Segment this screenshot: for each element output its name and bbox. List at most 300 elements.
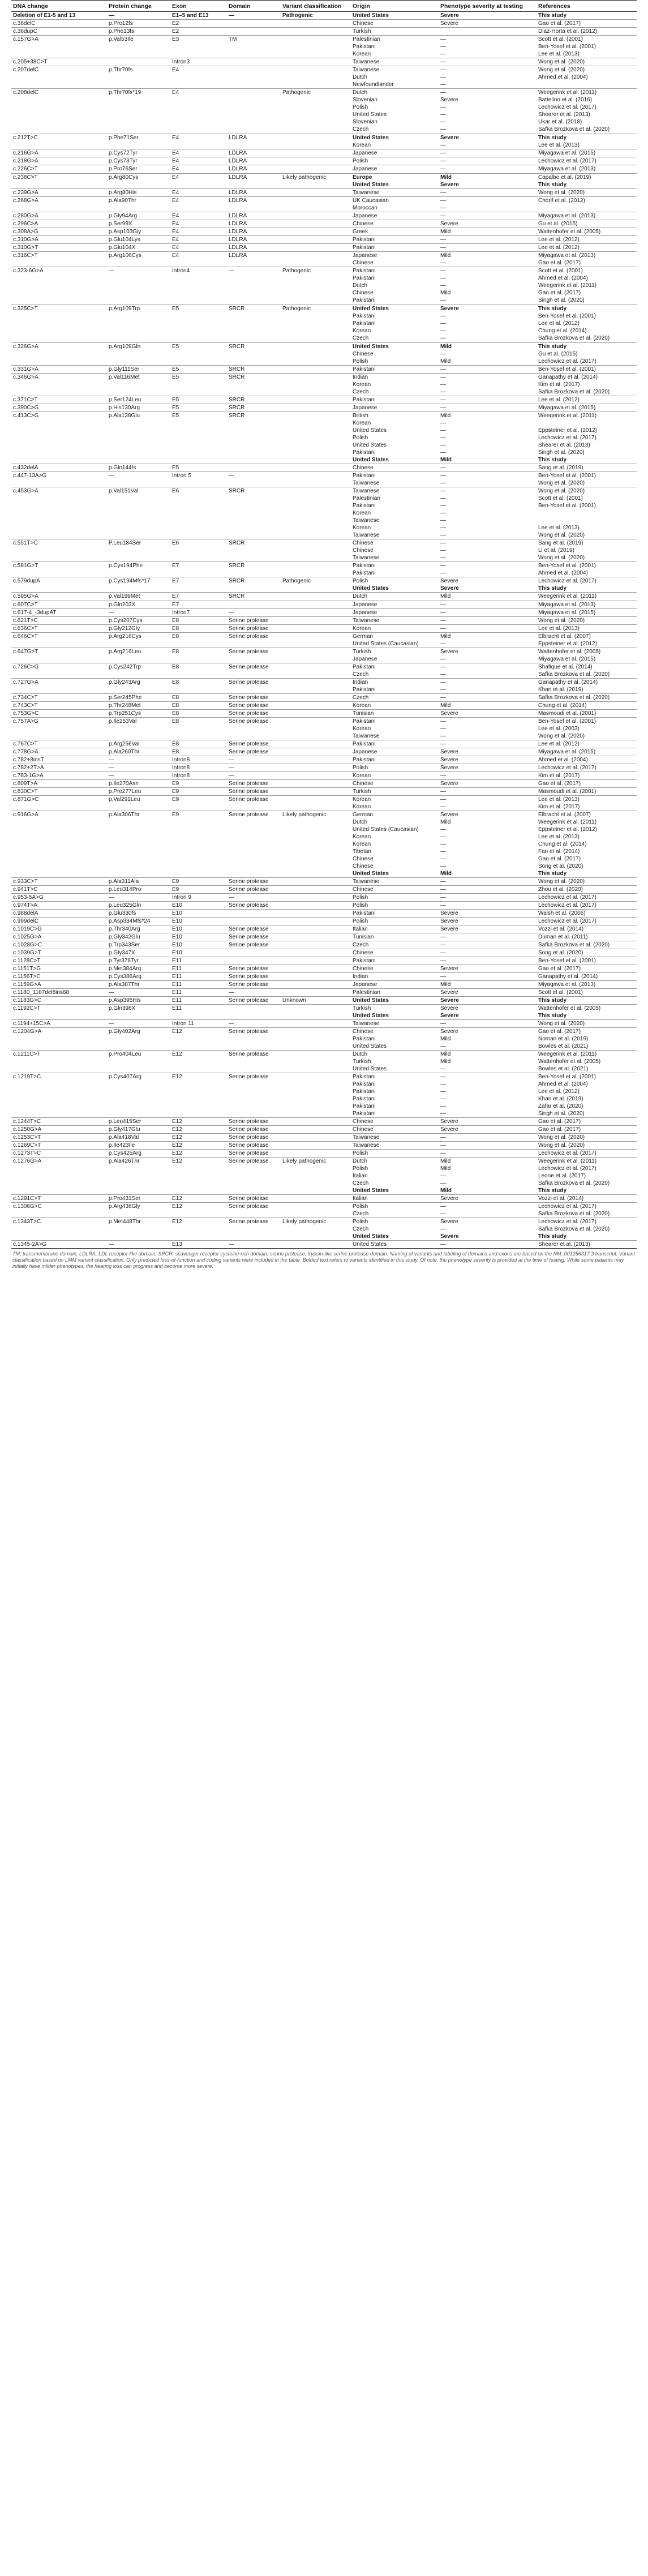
cell-exon <box>170 427 227 434</box>
table-row <box>11 1012 637 1020</box>
cell-reference: Safka Brozkova et al. (2020) <box>538 1211 610 1217</box>
cell-phenotype-severity: — <box>439 617 537 625</box>
cell-dna-change: c.753G>C <box>11 710 107 718</box>
cell-protein-change <box>107 104 170 111</box>
cell-origin: Pakistani <box>351 267 439 275</box>
cell-reference: Lechowicz et al. (2017) <box>537 1150 637 1158</box>
cell-domain: — <box>227 1241 281 1249</box>
table-row <box>11 1073 637 1081</box>
cell-exon <box>170 841 227 848</box>
cell-phenotype-severity: Severe <box>439 989 537 997</box>
cell-variant-classification <box>281 396 351 404</box>
cell-reference: Ahmed et al. (2004) <box>537 756 637 764</box>
cell-dna-change <box>11 449 107 456</box>
cell-reference: Vozzi et al. (2014) <box>537 925 637 933</box>
cell-phenotype-severity: — <box>440 495 446 502</box>
cell-protein-change <box>107 358 170 366</box>
cell-protein-change: p.Met384Arg <box>107 965 170 973</box>
cell-dna-change <box>11 126 107 133</box>
table-row <box>11 671 637 679</box>
cell-phenotype-severity: Mild <box>439 702 537 710</box>
cell-reference: Masmoudi et al. (2001) <box>537 710 637 718</box>
table-row <box>11 625 637 633</box>
cell-exon: E4 <box>170 189 227 197</box>
cell-domain: Serine protease <box>227 663 281 671</box>
cell-origin: Pakistani <box>353 449 376 456</box>
cell-phenotype-severity: Severe <box>439 710 537 718</box>
cell-exon: E9 <box>170 780 227 788</box>
cell-reference: Lee et al. (2003) <box>538 726 580 732</box>
cell-phenotype-severity: Severe <box>439 1195 537 1203</box>
cell-reference: Lechowicz et al. (2017) <box>537 577 637 585</box>
cell-variant-classification <box>281 111 351 118</box>
cell-dna-change <box>11 1225 107 1233</box>
cell-dna-change <box>11 554 107 562</box>
table-row <box>11 1035 637 1043</box>
cell-exon <box>170 297 227 304</box>
cell-dna-change <box>11 1187 107 1195</box>
cell-protein-change <box>107 1103 170 1110</box>
cell-exon <box>170 50 227 58</box>
table-row <box>11 442 637 449</box>
cell-reference: Sang et al. (2019) <box>537 464 637 472</box>
cell-reference: Ahmed et al. (2004) <box>538 570 588 576</box>
cell-variant-classification <box>281 449 351 456</box>
cell-origin: Newfoundlander <box>353 82 394 88</box>
cell-phenotype-severity: — <box>439 197 537 205</box>
cell-phenotype-severity: — <box>440 297 446 303</box>
cell-dna-change: c.1180_1187del8ins68 <box>11 989 107 997</box>
table-row <box>11 1126 637 1134</box>
cell-origin: Pakistani <box>353 1096 376 1102</box>
cell-domain: Serine protease <box>227 1142 281 1150</box>
cell-reference: Wong et al. (2020) <box>537 1134 637 1142</box>
cell-variant-classification <box>281 1118 351 1126</box>
cell-variant-classification <box>281 157 351 165</box>
cell-reference: Lee et al. (2012) <box>537 396 637 404</box>
cell-dna-change: c.413C>G <box>11 412 107 420</box>
cell-phenotype-severity: — <box>440 641 446 647</box>
cell-dna-change: c.830C>T <box>11 788 107 796</box>
cell-domain <box>227 312 281 320</box>
cell-exon <box>170 655 227 663</box>
cell-origin: Chinese <box>353 863 374 869</box>
cell-origin: United States <box>353 1066 387 1072</box>
cell-domain <box>227 335 281 342</box>
cell-protein-change <box>107 870 170 878</box>
cell-phenotype-severity: Severe <box>439 1218 537 1226</box>
cell-dna-change <box>11 509 107 517</box>
cell-variant-classification <box>281 886 351 894</box>
cell-dna-change: c.296C>A <box>11 220 107 228</box>
cell-variant-classification <box>281 228 351 236</box>
cell-exon <box>170 502 227 509</box>
cell-dna-change <box>11 1043 107 1051</box>
cell-protein-change <box>107 569 170 577</box>
cell-protein-change <box>107 1172 170 1180</box>
cell-domain: SRCR <box>227 343 281 351</box>
cell-domain <box>227 585 281 593</box>
cell-variant-classification <box>281 1035 351 1043</box>
cell-domain: Serine protease <box>227 886 281 894</box>
cell-protein-change: p.Tyr376Tyr <box>107 957 170 965</box>
table-row <box>11 740 637 748</box>
cell-origin: Pakistani <box>353 44 376 50</box>
cell-reference: Scott et al. (2001) <box>537 989 637 997</box>
table-row <box>11 350 637 358</box>
cell-protein-change <box>107 335 170 342</box>
cell-dna-change <box>11 74 107 81</box>
cell-protein-change <box>107 686 170 694</box>
cell-protein-change: p.His130Arg <box>107 404 170 412</box>
cell-variant-classification <box>281 833 351 841</box>
cell-variant-classification <box>281 1172 351 1180</box>
cell-protein-change <box>107 282 170 289</box>
cell-domain: Serine protease <box>227 941 281 949</box>
table-row <box>11 1134 637 1142</box>
cell-variant-classification <box>281 134 351 142</box>
cell-protein-change: p.Ser99X <box>107 220 170 228</box>
cell-phenotype-severity: — <box>439 1020 537 1028</box>
table-row <box>11 878 637 886</box>
cell-origin: United States (Caucasian) <box>353 826 419 833</box>
cell-reference: Safka Brozkova et al. (2020) <box>538 389 610 395</box>
cell-domain <box>227 118 281 126</box>
cell-origin: United States <box>353 427 387 434</box>
cell-exon: Intron8 <box>170 756 227 764</box>
table-row <box>11 772 637 780</box>
cell-dna-change <box>11 863 107 870</box>
cell-reference: Wong et al. (2020) <box>538 733 585 739</box>
cell-variant-classification <box>281 539 351 547</box>
cell-domain <box>227 43 281 50</box>
cell-phenotype-severity: — <box>439 89 537 97</box>
cell-variant-classification <box>281 910 351 918</box>
table-row <box>11 748 637 756</box>
table-row <box>11 275 637 282</box>
cell-dna-change <box>11 671 107 679</box>
cell-reference: Zhou et al. (2020) <box>537 886 637 894</box>
cell-domain: Serine protease <box>227 811 281 819</box>
cell-origin: Japanese <box>351 252 439 260</box>
cell-protein-change <box>107 725 170 732</box>
cell-domain: Serine protease <box>227 710 281 718</box>
table-row <box>11 1203 637 1211</box>
cell-origin: Korean <box>353 420 371 426</box>
cell-variant-classification <box>281 1165 351 1172</box>
cell-phenotype-severity: Mild <box>439 343 537 351</box>
cell-exon <box>170 81 227 89</box>
cell-protein-change <box>107 1180 170 1187</box>
cell-phenotype-severity: — <box>439 679 537 687</box>
cell-exon <box>170 848 227 855</box>
cell-dna-change <box>11 517 107 524</box>
table-row <box>11 1118 637 1126</box>
cell-variant-classification <box>281 532 351 539</box>
cell-origin: Czech <box>353 671 369 678</box>
cell-exon: E4 <box>170 149 227 157</box>
cell-protein-change <box>107 1081 170 1088</box>
cell-exon <box>170 419 227 427</box>
cell-dna-change: c.1151T>G <box>11 965 107 973</box>
cell-protein-change <box>107 297 170 304</box>
cell-exon: E12 <box>170 1218 227 1226</box>
cell-exon: E12 <box>170 1195 227 1203</box>
cell-protein-change <box>107 1210 170 1218</box>
cell-protein-change: p.Ala418Val <box>107 1134 170 1142</box>
cell-protein-change: p.Gln398X <box>107 1005 170 1013</box>
cell-protein-change: p.Arg109Trp <box>107 305 170 313</box>
cell-variant-classification <box>281 165 351 173</box>
cell-protein-change: p.Arg109Gln <box>107 343 170 351</box>
cell-dna-change <box>11 335 107 342</box>
cell-phenotype-severity: Severe <box>439 780 537 788</box>
cell-phenotype-severity: — <box>440 328 446 334</box>
cell-exon: E4 <box>170 244 227 252</box>
cell-domain <box>227 449 281 456</box>
cell-dna-change: c.974T>A <box>11 902 107 910</box>
table-row <box>11 212 637 220</box>
cell-protein-change: p.Pro12fs <box>107 20 170 28</box>
cell-domain <box>227 350 281 358</box>
cell-dna-change: c.238C>T <box>11 174 107 182</box>
cell-dna-change: c.1204G>A <box>11 1028 107 1036</box>
cell-phenotype-severity: — <box>440 420 446 426</box>
cell-protein-change <box>107 111 170 118</box>
cell-domain: Serine protease <box>227 933 281 941</box>
cell-reference <box>537 517 637 524</box>
cell-domain: Serine protease <box>227 796 281 804</box>
cell-phenotype-severity: — <box>439 1073 537 1081</box>
cell-phenotype-severity: — <box>440 282 446 289</box>
cell-exon <box>170 495 227 502</box>
cell-exon <box>170 259 227 267</box>
cell-exon <box>170 350 227 358</box>
cell-phenotype-severity: — <box>440 848 446 855</box>
cell-phenotype-severity: — <box>439 625 537 633</box>
cell-origin: Czech <box>353 389 369 395</box>
cell-origin: Korean <box>353 841 371 847</box>
cell-dna-change: Deletion of E1-5 and 13 <box>11 12 107 20</box>
cell-protein-change: p.Gln144fs <box>107 464 170 472</box>
cell-phenotype-severity: Mild <box>440 871 452 877</box>
cell-origin: Taiwanese <box>351 878 439 886</box>
cell-reference: Weegerink et al. (2011) <box>537 593 637 601</box>
table-row <box>11 764 637 772</box>
cell-domain <box>227 320 281 327</box>
cell-origin: United States (Caucasian) <box>353 641 419 647</box>
cell-domain: LDLRA <box>227 157 281 165</box>
cell-variant-classification <box>281 381 351 388</box>
cell-variant-classification <box>281 412 351 420</box>
table-row <box>11 933 637 941</box>
cell-reference: This study <box>538 585 567 592</box>
cell-exon <box>170 118 227 126</box>
cell-domain: LDLRA <box>227 165 281 173</box>
cell-dna-change: c.871G>C <box>11 796 107 804</box>
cell-phenotype-severity: — <box>440 1226 446 1232</box>
cell-domain: Serine protease <box>227 748 281 756</box>
cell-protein-change <box>107 1225 170 1233</box>
cell-dna-change <box>11 1088 107 1095</box>
cell-phenotype-severity: Mild <box>439 1051 537 1058</box>
header-exon: Exon <box>170 1 227 12</box>
cell-reference: Bowles et al. (2021) <box>538 1043 589 1049</box>
cell-domain: Serine protease <box>227 740 281 748</box>
cell-phenotype-severity: Severe <box>440 97 458 103</box>
table-row <box>11 870 637 878</box>
cell-dna-change: c.239G>A <box>11 189 107 197</box>
table-row <box>11 244 637 252</box>
table-row <box>11 267 637 275</box>
cell-origin: Japanese <box>351 609 439 617</box>
cell-origin: Polish <box>351 1203 439 1211</box>
cell-origin: Chinese <box>351 1028 439 1036</box>
cell-domain: Serine protease <box>227 925 281 933</box>
cell-reference: Lee et al. (2012) <box>538 1088 580 1095</box>
cell-variant-classification <box>281 517 351 524</box>
cell-exon: E11 <box>170 973 227 981</box>
cell-protein-change: p.Trp343Ser <box>107 941 170 949</box>
cell-phenotype-severity: — <box>440 547 446 554</box>
cell-dna-change <box>11 1210 107 1218</box>
cell-phenotype-severity: — <box>440 863 446 869</box>
cell-origin: Japanese <box>351 981 439 989</box>
cell-origin: Taiwanese <box>351 66 439 74</box>
cell-protein-change: p.Ile253Val <box>107 718 170 726</box>
cell-phenotype-severity: Severe <box>439 1126 537 1134</box>
cell-protein-change: p.Val53Ile <box>107 36 170 44</box>
cell-exon <box>170 181 227 189</box>
cell-dna-change: c.316C>T <box>11 252 107 260</box>
cell-domain <box>227 957 281 965</box>
cell-reference: Miyagawa et al. (2015) <box>537 149 637 157</box>
cell-exon <box>170 1012 227 1020</box>
cell-dna-change: c.1159G>A <box>11 981 107 989</box>
cell-origin: Korean <box>353 804 371 810</box>
table-row <box>11 686 637 694</box>
table-row <box>11 655 637 663</box>
cell-phenotype-severity: — <box>440 142 446 148</box>
cell-dna-change: c.1291C>T <box>11 1195 107 1203</box>
cell-phenotype-severity: — <box>439 366 537 374</box>
cell-variant-classification <box>281 957 351 965</box>
cell-phenotype-severity: Severe <box>439 965 537 973</box>
cell-protein-change <box>107 1165 170 1172</box>
cell-reference: Lee et al. (2013) <box>537 625 637 633</box>
table-row <box>11 374 637 382</box>
cell-variant-classification <box>281 495 351 502</box>
table-row <box>11 796 637 804</box>
cell-dna-change: c.1244T>C <box>11 1118 107 1126</box>
cell-reference: Gao et al. (2017) <box>537 1118 637 1126</box>
cell-phenotype-severity: Mild <box>440 1188 452 1194</box>
table-row <box>11 925 637 933</box>
cell-phenotype-severity: — <box>439 189 537 197</box>
cell-protein-change: — <box>107 267 170 275</box>
cell-protein-change: p.Leu325Gln <box>107 902 170 910</box>
table-row <box>11 1233 637 1241</box>
cell-protein-change: p.Gln203X <box>107 601 170 609</box>
cell-variant-classification <box>281 509 351 517</box>
cell-reference: Wong et al. (2020) <box>538 532 585 538</box>
cell-origin: United States <box>353 182 389 188</box>
cell-dna-change <box>11 640 107 648</box>
cell-origin: Slovenian <box>353 97 377 103</box>
table-row <box>11 81 637 89</box>
cell-protein-change <box>107 833 170 841</box>
table-row <box>11 464 637 472</box>
cell-exon <box>170 96 227 104</box>
cell-variant-classification <box>281 472 351 480</box>
cell-exon <box>170 803 227 811</box>
cell-reference: Lee et al. (2012) <box>538 320 580 327</box>
cell-phenotype-severity: — <box>440 841 446 847</box>
cell-reference: Safka Brozkova et al. (2020) <box>538 1180 610 1186</box>
cell-origin: Taiwanese <box>351 487 439 495</box>
cell-protein-change <box>107 655 170 663</box>
table-row <box>11 941 637 949</box>
cell-variant-classification <box>281 1081 351 1088</box>
cell-origin: Czech <box>351 941 439 949</box>
cell-dna-change: c.757A>G <box>11 718 107 726</box>
cell-domain <box>227 870 281 878</box>
cell-dna-change: c.999delC <box>11 918 107 925</box>
cell-dna-change: c.1345-2A>G <box>11 1241 107 1249</box>
cell-exon <box>170 1103 227 1110</box>
cell-variant-classification <box>281 725 351 732</box>
cell-reference: Miyagawa et al. (2013) <box>537 601 637 609</box>
cell-domain: LDLRA <box>227 228 281 236</box>
cell-origin: Chinese <box>353 856 374 862</box>
cell-dna-change <box>11 142 107 149</box>
cell-reference: Kim et al. (2017) <box>537 772 637 780</box>
cell-phenotype-severity: — <box>440 503 446 509</box>
cell-protein-change: p.Pro76Ser <box>107 165 170 173</box>
cell-protein-change: — <box>107 609 170 617</box>
cell-domain: SRCR <box>227 374 281 382</box>
header-references: References <box>537 1 637 12</box>
cell-phenotype-severity: — <box>440 687 446 693</box>
table-row <box>11 1165 637 1172</box>
cell-variant-classification <box>281 841 351 848</box>
table-row <box>11 487 637 495</box>
cell-exon: E4 <box>170 212 227 220</box>
cell-domain: Serine protease <box>227 694 281 702</box>
cell-origin: Turkish <box>351 1005 439 1013</box>
cell-phenotype-severity: — <box>440 82 446 88</box>
cell-domain <box>227 517 281 524</box>
cell-reference: Noman et al. (2019) <box>538 1036 589 1042</box>
table-row <box>11 236 637 244</box>
cell-variant-classification: Pathogenic <box>281 267 351 275</box>
cell-exon: E5 <box>170 464 227 472</box>
cell-variant-classification <box>281 772 351 780</box>
cell-exon <box>170 442 227 449</box>
cell-domain: — <box>227 756 281 764</box>
cell-protein-change: — <box>107 1020 170 1028</box>
cell-reference: Lee et al. (2013) <box>538 51 580 57</box>
cell-reference: Safka Brozkova et al. (2020) <box>537 694 637 702</box>
cell-exon: Intron7 <box>170 609 227 617</box>
cell-reference: Capalbo et al. (2019) <box>537 174 637 182</box>
cell-phenotype-severity: Mild <box>439 981 537 989</box>
cell-origin: Taiwanese <box>353 532 380 538</box>
table-row <box>11 427 637 434</box>
cell-dna-change <box>11 118 107 126</box>
cell-reference: Lee et al. (2013) <box>538 525 580 531</box>
cell-variant-classification <box>281 464 351 472</box>
